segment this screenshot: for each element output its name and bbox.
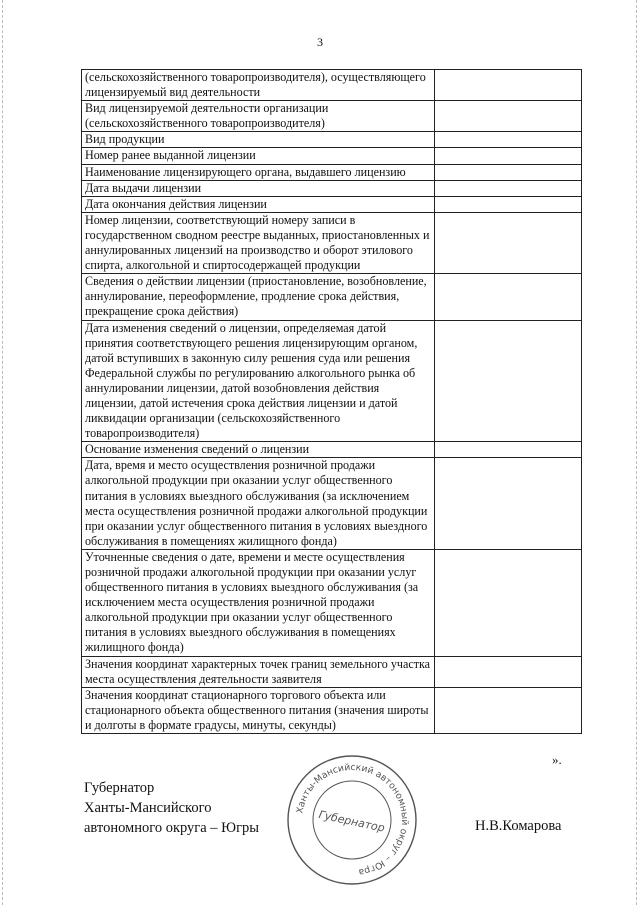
table-row bbox=[82, 274, 582, 320]
official-seal bbox=[284, 752, 420, 888]
seal-ring-text: Ханты-Мансийский автономный округ – Югра bbox=[294, 761, 411, 878]
seal-center-text: Губернатор bbox=[317, 808, 386, 835]
row-label: Дата изменения сведений о лицензии, определяемая датой принятия соответствующего решения лицензирующим органом, датой вступивших в законную силу решения суда или решения Федеральной службы по регулированию алкогольного рынка об аннулировании лицензии, датой возобновления действия лицензии, датой истечения срока действия лицензии и датой ликвидации организации (сельскохозяйственного товаропроизводителя) bbox=[82, 320, 435, 442]
row-value bbox=[435, 687, 582, 733]
row-value bbox=[435, 549, 582, 656]
left-edge-mark bbox=[2, 0, 4, 905]
table-row bbox=[82, 656, 582, 687]
row-value bbox=[435, 458, 582, 550]
row-label: Номер лицензии, соответствующий номеру записи в государственном сводном реестре выданных, приостановленных и аннулированных лицензий на производство и оборот этилового спирта, алкогольной и спиртосодержащей продукции bbox=[82, 212, 435, 273]
row-value bbox=[435, 442, 582, 458]
row-label: Основание изменения сведений о лицензии bbox=[82, 442, 435, 458]
table-row bbox=[82, 687, 582, 733]
table-row bbox=[82, 212, 582, 273]
row-value bbox=[435, 132, 582, 148]
row-value bbox=[435, 180, 582, 196]
right-edge-mark bbox=[636, 0, 638, 905]
row-value bbox=[435, 148, 582, 164]
closing-quote-mark: ». bbox=[552, 752, 562, 767]
table-row bbox=[82, 164, 582, 180]
row-value bbox=[435, 196, 582, 212]
signer-title-block bbox=[84, 778, 259, 838]
table-row bbox=[82, 180, 582, 196]
row-label: Наименование лицензирующего органа, выдавшего лицензию bbox=[82, 164, 435, 180]
table-row bbox=[82, 101, 582, 132]
row-label: Номер ранее выданной лицензии bbox=[82, 148, 435, 164]
table-row bbox=[82, 148, 582, 164]
row-label: Значения координат характерных точек границ земельного участка места осуществления деятельности заявителя bbox=[82, 656, 435, 687]
license-info-table bbox=[81, 69, 582, 734]
signer-title-line-1: Губернатор bbox=[84, 780, 155, 796]
table-row bbox=[82, 70, 582, 101]
row-value bbox=[435, 101, 582, 132]
row-label: Дата окончания действия лицензии bbox=[82, 196, 435, 212]
page-number: 3 bbox=[317, 35, 323, 49]
row-label: Значения координат стационарного торгового объекта или стационарного объекта общественного питания (значения широты и долготы в формате градусы, минуты, секунды) bbox=[82, 687, 435, 733]
row-value bbox=[435, 164, 582, 180]
table-row bbox=[82, 549, 582, 656]
table-row bbox=[82, 196, 582, 212]
row-label: Вид продукции bbox=[82, 132, 435, 148]
row-value bbox=[435, 656, 582, 687]
table-row bbox=[82, 458, 582, 550]
row-label: (сельскохозяйственного товаропроизводителя), осуществляющего лицензируемый вид деятельности bbox=[82, 70, 435, 101]
signer-title-line-2: Ханты-Мансийского bbox=[84, 800, 212, 816]
row-value bbox=[435, 274, 582, 320]
signer-title-line-3: автономного округа – Югры bbox=[84, 820, 260, 836]
table-row bbox=[82, 320, 582, 442]
table-row bbox=[82, 442, 582, 458]
row-value bbox=[435, 70, 582, 101]
row-label: Сведения о действии лицензии (приостановление, возобновление, аннулирование, переоформление, продление срока действия, прекращение срока действия) bbox=[82, 274, 435, 320]
table-row bbox=[82, 132, 582, 148]
signer-name: Н.В.Комарова bbox=[475, 818, 562, 834]
row-value bbox=[435, 320, 582, 442]
row-value bbox=[435, 212, 582, 273]
row-label: Вид лицензируемой деятельности организации (сельскохозяйственного товаропроизводителя) bbox=[82, 101, 435, 132]
row-label: Дата выдачи лицензии bbox=[82, 180, 435, 196]
row-label: Уточненные сведения о дате, времени и месте осуществления розничной продажи алкогольной продукции при оказании услуг общественного питания в условиях выездного обслуживания (за исключением места осуществления розничной продажи алкогольной продукции при оказании услуг общественного питания в условиях выездного обслуживания в помещениях жилищного фонда) bbox=[82, 549, 435, 656]
row-label: Дата, время и место осуществления розничной продажи алкогольной продукции при оказании услуг общественного питания в условиях выездного обслуживания (за исключением места осуществления розничной продажи алкогольной продукции при оказании услуг общественного питания в условиях выездного обслуживания в помещениях жилищного фонда) bbox=[82, 458, 435, 550]
